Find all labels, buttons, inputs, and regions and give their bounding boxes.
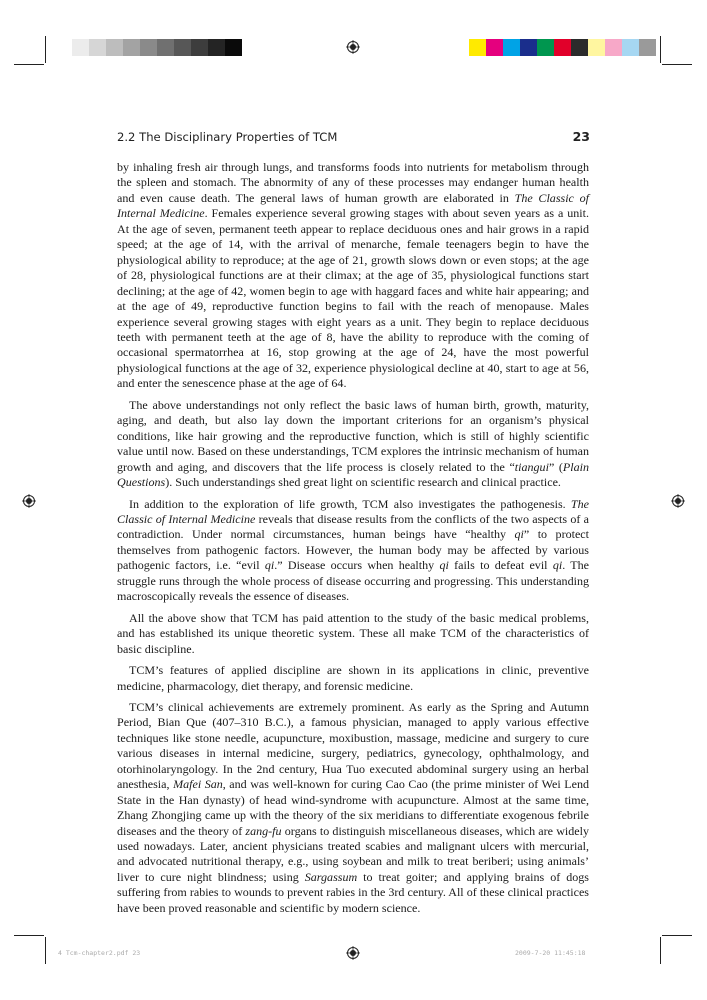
registration-mark-icon: [346, 946, 360, 960]
text-run: In addition to the exploration of life growth, TCM also investigates the pathogenesis.: [129, 496, 571, 511]
color-swatch: [55, 39, 72, 56]
color-swatch: [503, 39, 520, 56]
text-run: organs to distinguish miscellaneous diseases, which are widely used nowadays. Later, ancient physicians treated scabies and malignant ulcers with mercurial, and advocated nutritional therapy, e.g., using soybean and milk to treat beriberi; using animals’ liver to cure night blindness; using: [117, 823, 589, 884]
color-swatch: [157, 39, 174, 56]
crop-mark: [14, 64, 44, 65]
text-run: by inhaling fresh air through lungs, and transforms foods into nutrients for metabolism through the spleen and stomach. The abnormity of any of these processes may endanger human health and even cause death. The general laws of human growth are elaborated in: [117, 160, 589, 205]
crop-mark: [45, 36, 46, 63]
crop-mark: [662, 64, 692, 65]
print-slug-filename: 4 Tcm-chapter2.pdf 23: [58, 949, 141, 957]
registration-mark-icon: [22, 494, 36, 508]
italic-text: qi: [514, 527, 524, 542]
color-swatch: [605, 39, 622, 56]
color-swatch: [486, 39, 503, 56]
paragraph: [117, 700, 589, 916]
italic-text: qi: [439, 558, 449, 573]
paragraph: [117, 611, 589, 657]
color-swatch: [191, 39, 208, 56]
color-swatch: [72, 39, 89, 56]
color-swatch: [537, 39, 554, 56]
color-swatch: [89, 39, 106, 56]
italic-text: qi: [552, 558, 563, 573]
italic-text: The Classic of Internal Medicine: [117, 190, 589, 221]
color-swatch: [520, 39, 537, 56]
body-text: [117, 160, 589, 922]
print-slug-timestamp: 2009-7-20 11:45:18: [515, 949, 586, 957]
text-run: The above understandings not only reflect the basic laws of human birth, growth, maturity, aging, and death, but also lay down the important criterions for an organism’s physical conditions, like hair growing and the reproductive function, which is still of highly scientific value until now. Based on these understandings, TCM explores the intrinsic mechanism of human growth and aging, and discovers that the life process is closely related to the “: [117, 397, 589, 474]
color-swatch: [554, 39, 571, 56]
paragraph: [117, 497, 589, 605]
registration-mark-icon: [346, 40, 360, 54]
crop-mark: [660, 36, 661, 63]
text-run: . Females experience several growing stages with about seven years as a unit. At the age of seven, permanent teeth appear to replace deciduous ones and hair grows in a rapid speed; at the age of 14, with the arrival of menarche, female teenagers begin to have the physiological ability to reproduce; at the age of 21, growth slows down or even stops; at the age of 28, physiological functions are at their climax; at the age of 35, physiological functions start declining; at the age of 42, women begin to age with haggard faces and white hair appearing; and at the age of 49, reproductive function begins to fail with the reach of menopause. Males experience several growing stages with eight years as a unit. They begin to replace deciduous teeth with permanent teeth at the age of 8, have the ability to reproduce with the coming of occasional spermatorrhea at 16, stop growing at the age of 24, have the most powerful physiological functions at the age of 32, experience physiological decline at 40, start to age at 56, and enter the senescence phase at the age of 64.: [117, 206, 589, 391]
text-run: TCM’s clinical achievements are extremely prominent. As early as the Spring and Autumn Period, Bian Que (407–310 B.C.), a famous physician, managed to apply various effective techniques like stone needle, acupuncture, moxibustion, massage, medicine and surgery to cure various diseases in internal medicine, surgery, pediatrics, gynecology, ophthalmology, and otorhinolaryngology. In the 2nd century, Hua Tuo executed abdominal surgery using an herbal anesthesia,: [117, 699, 589, 792]
color-swatch: [208, 39, 225, 56]
crop-mark: [45, 937, 46, 964]
crop-mark: [14, 935, 44, 936]
color-calibration-bar: [469, 39, 656, 56]
italic-text: Mafei San: [173, 777, 223, 792]
italic-text: qi: [264, 558, 275, 573]
color-swatch: [106, 39, 123, 56]
italic-text: Sargassum: [304, 869, 358, 884]
italic-text: zang-fu: [245, 823, 282, 838]
text-run: , and was well-known for curing Cao Cao (the prime minister of Wei Lend State in the Han dynasty) of head wind-syndrome with acupuncture. Almost at the same time, Zhang Zhongjing came up with the theory of the six meridians to differentiate exogenous febrile diseases and the theory of: [117, 777, 589, 838]
crop-mark: [662, 935, 692, 936]
color-swatch: [123, 39, 140, 56]
text-run: . The struggle runs through the whole process of disease occurring and progressing. This understanding macroscopically reveals the essence of diseases.: [117, 558, 589, 604]
color-swatch: [174, 39, 191, 56]
color-swatch: [622, 39, 639, 56]
text-run: ” (: [548, 459, 563, 474]
color-swatch: [639, 39, 656, 56]
text-run: to treat goiter; and applying brains of dogs suffering from rabies to wounds to prevent rabies in the 3rd century. All of these clinical practices have been proved reasonable and scientific by modern science.: [117, 869, 589, 915]
color-swatch: [588, 39, 605, 56]
text-run: reveals that disease results from the conflicts of the two aspects of a contradiction. Under normal circumstances, human beings have “healthy: [117, 511, 589, 542]
italic-text: The Classic of Internal Medicine: [117, 496, 589, 526]
color-swatch: [469, 39, 486, 56]
color-swatch: [225, 39, 242, 56]
text-run: fails to defeat evil: [448, 558, 553, 573]
paragraph: [117, 398, 589, 491]
registration-mark-icon: [671, 494, 685, 508]
paragraph: [117, 160, 589, 392]
text-run: .” Disease occurs when healthy: [274, 558, 440, 573]
text-run: ). Such understandings shed great light on scientific research and clinical practice.: [165, 475, 561, 490]
text-run: All the above show that TCM has paid attention to the study of the basic medical problems, and has established its unique theoretic system. These all make TCM of the characteristics of basic discipline.: [117, 610, 589, 656]
crop-mark: [660, 937, 661, 964]
color-swatch: [571, 39, 588, 56]
paragraph: [117, 663, 589, 694]
running-head: 2.2 The Disciplinary Properties of TCM: [117, 130, 338, 144]
gray-scale-bar: [55, 39, 242, 56]
text-run: ” to protect themselves from pathogenic factors. However, the human body may be affected by various pathogenic factors, i.e. “evil: [117, 527, 589, 573]
italic-text: Plain Questions: [117, 459, 589, 490]
page-number: 23: [572, 129, 590, 144]
color-swatch: [140, 39, 157, 56]
italic-text: tiangui: [514, 459, 549, 474]
text-run: TCM’s features of applied discipline are shown in its applications in clinic, preventive medicine, pharmacology, diet therapy, and forensic medicine.: [117, 663, 589, 693]
